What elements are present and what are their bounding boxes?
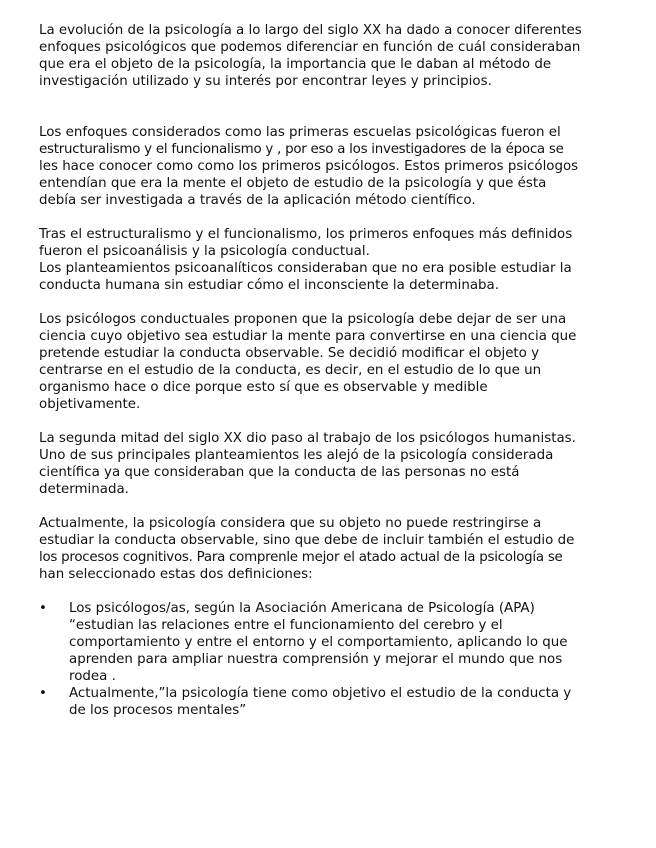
text-line: debía ser investigada a través de la aplicación método científico.	[39, 193, 476, 208]
paragraph-current	[39, 515, 619, 583]
text-line: comportamiento y entre el entorno y el comportamiento, aplicando lo que	[69, 635, 568, 650]
text-line: La evolución de la psicología a lo largo del siglo XX ha dado a conocer diferentes	[39, 23, 582, 38]
paragraph-psychoanalysis	[39, 226, 619, 294]
text-line: organismo hace o dice porque esto sí que es observable y medible	[39, 380, 488, 395]
text-line: centrarse en el estudio de la conducta, es decir, en el estudio de lo que un	[39, 363, 542, 378]
bullet-icon: •	[39, 601, 47, 616]
list-item	[39, 685, 619, 719]
text-line: Los enfoques considerados como las primeras escuelas psicológicas fueron el	[39, 125, 561, 140]
paragraph-humanism	[39, 430, 619, 498]
list-item	[39, 600, 619, 685]
document-page	[39, 22, 619, 719]
text-line: pretende estudiar la conducta observable. Se decidió modificar el objeto y	[39, 346, 540, 361]
text-line: Actualmente, la psicología considera que su objeto no puede restringirse a	[39, 516, 542, 531]
text-line: aprenden para ampliar nuestra comprensión y mejorar el mundo que nos	[69, 652, 563, 667]
text-line: enfoques psicológicos que podemos diferenciar en función de cuál consideraban	[39, 40, 581, 55]
text-line: estructuralismo y el funcionalismo y , por eso a los investigadores de la época se	[39, 142, 564, 157]
text-line: entendían que era la mente el objeto de estudio de la psicología y que ésta	[39, 176, 547, 191]
text-line: los procesos cognitivos. Para comprenle mejor el atado actual de la psicología se	[39, 550, 563, 565]
text-line: investigación utilizado y su interés por encontrar leyes y principios.	[39, 74, 492, 89]
text-line: les hace conocer como como los primeros psicólogos. Estos primeros psicólogos	[39, 159, 579, 174]
text-line: Los psicólogos conductuales proponen que la psicología debe dejar de ser una	[39, 312, 567, 327]
text-line: determinada.	[39, 482, 129, 497]
text-line: La segunda mitad del siglo XX dio paso al trabajo de los psicólogos humanistas.	[39, 431, 576, 446]
text-line: fueron el psicoanálisis y la psicología conductual.	[39, 244, 370, 259]
paragraph-behaviorism	[39, 311, 619, 413]
text-line: Los psicólogos/as, según la Asociación Americana de Psicología (APA)	[69, 601, 535, 616]
text-line: científica ya que consideraban que la conducta de las personas no está	[39, 465, 520, 480]
text-line: conducta humana sin estudiar cómo el inconsciente la determinaba.	[39, 278, 499, 293]
text-line: Uno de sus principales planteamientos les alejó de la psicología considerada	[39, 448, 554, 463]
paragraph-first-schools	[39, 124, 619, 209]
text-line: “estudian las relaciones entre el funcionamiento del cerebro y el	[69, 618, 503, 633]
bullet-icon: •	[39, 686, 47, 701]
text-line: han seleccionado estas dos definiciones:	[39, 567, 313, 582]
text-line: ciencia cuyo objetivo sea estudiar la mente para convertirse en una ciencia que	[39, 329, 577, 344]
text-line: Los planteamientos psicoanalíticos consideraban que no era posible estudiar la	[39, 261, 572, 276]
text-line: estudiar la conducta observable, sino que debe de incluir también el estudio de	[39, 533, 575, 548]
text-line: de los procesos mentales”	[69, 703, 247, 718]
text-line: que era el objeto de la psicología, la importancia que le daban al método de	[39, 57, 552, 72]
definitions-list	[39, 600, 619, 719]
text-line: objetivamente.	[39, 397, 141, 412]
text-line: Actualmente,”la psicología tiene como objetivo el estudio de la conducta y	[69, 686, 572, 701]
text-line: Tras el estructuralismo y el funcionalismo, los primeros enfoques más definidos	[39, 227, 573, 242]
text-line: rodea .	[69, 669, 116, 684]
paragraph-intro	[39, 22, 619, 90]
